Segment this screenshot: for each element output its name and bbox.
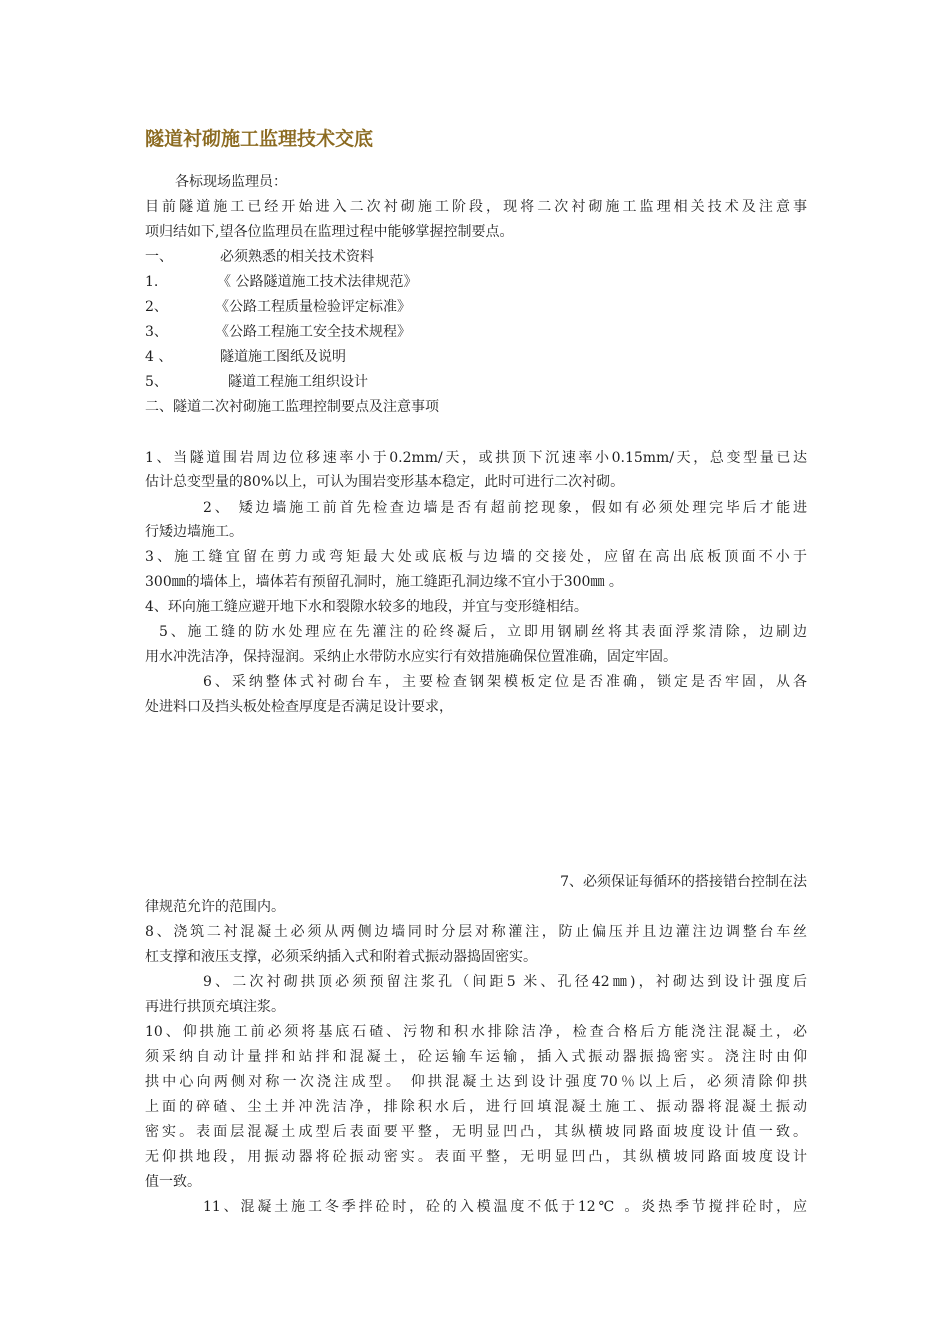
paragraph-8-line-2: 杠支撑和液压支撑，必须采纳插入式和附着式振动器捣固密实。 xyxy=(145,949,537,965)
reference-item xyxy=(145,370,807,394)
document-title: 隧道衬砌施工监理技术交底 xyxy=(145,128,374,150)
section-1-heading xyxy=(145,245,807,269)
reference-item xyxy=(145,345,807,369)
reference-item xyxy=(145,320,807,344)
reference-item-text: 《 公路隧道施工技术法律规范》 xyxy=(217,274,418,290)
paragraph-10-line-3: 拱中心向两侧对称一次浇注成型。 仰拱混凝土达到设计强度70％以上后，必须清除仰拱 xyxy=(145,1074,807,1090)
paragraph-8-line-1: 8、浇筑二衬混凝土必须从两侧边墙同时分层对称灌注，防止偏压并且边灌注边调整台车丝 xyxy=(145,924,807,940)
paragraph-6-line-2: 处进料口及挡头板处检查厚度是否满足设计要求， xyxy=(145,699,453,715)
paragraph-1-line-2: 估计总变型量的80%以上，可认为围岩变形基本稳定，此时可进行二次衬砌。 xyxy=(145,474,625,490)
reference-item-number: 5、 xyxy=(145,374,168,390)
paragraph-1-line-1: 1、当隧道围岩周边位移速率小于0.2mm/天，或拱顶下沉速率小0.15mm/天，总变型量已达 xyxy=(145,450,807,466)
greeting: 各标现场监理员： xyxy=(175,174,287,190)
paragraph-7-line-2: 律规范允许的范围内。 xyxy=(145,899,285,915)
reference-item xyxy=(145,295,807,319)
section-1-title: 必须熟悉的相关技术资料 xyxy=(220,249,374,265)
reference-item-text: 《公路工程施工安全技术规程》 xyxy=(215,324,411,340)
section-1-number: 一、 xyxy=(145,249,173,265)
reference-item xyxy=(145,270,807,294)
reference-item-text: 隧道工程施工组织设计 xyxy=(228,374,368,390)
paragraph-11-line-1: 11、混凝土施工冬季拌砼时，砼的入模温度不低于12℃ 。炎热季节搅拌砼时，应 xyxy=(203,1199,807,1215)
reference-item-number: 1. xyxy=(145,274,159,290)
paragraph-10-line-7: 值一致。 xyxy=(145,1174,201,1190)
reference-item-text: 《公路工程质量检验评定标准》 xyxy=(215,299,411,315)
paragraph-9-line-2: 再进行拱顶充填注浆。 xyxy=(145,999,285,1015)
paragraph-5-line-2: 用水冲洗洁净，保持湿润。采纳止水带防水应实行有效措施确保位置准确，固定牢固。 xyxy=(145,649,677,665)
paragraph-4: 4、环向施工缝应避开地下水和裂隙水较多的地段，并宜与变形缝相结。 xyxy=(145,599,588,615)
reference-item-number: 4 、 xyxy=(145,349,173,365)
paragraph-2-line-2: 行矮边墙施工。 xyxy=(145,524,243,540)
section-2-heading: 二、隧道二次衬砌施工监理控制要点及注意事项 xyxy=(145,399,439,415)
paragraph-10-line-2: 须采纳自动计量拌和站拌和混凝土，砼运输车运输，插入式振动器振捣密实。浇注时由仰 xyxy=(145,1049,807,1065)
paragraph-6-line-1: 6、采纳整体式衬砌台车，主要检查钢架模板定位是否准确，锁定是否牢固，从各 xyxy=(203,674,807,690)
paragraph-3-line-1: 3、施工缝宜留在剪力或弯矩最大处或底板与边墙的交接处，应留在高出底板顶面不小于 xyxy=(145,549,807,565)
paragraph-7-line-1: 7、必须保证每循环的搭接错台控制在法 xyxy=(560,874,807,890)
reference-item-number: 2、 xyxy=(145,299,168,315)
paragraph-3-line-2: 300㎜的墙体上，墙体若有预留孔洞时，施工缝距孔洞边缘不宜小于300㎜ 。 xyxy=(145,574,623,590)
paragraph-10-line-1: 10、仰拱施工前必须将基底石碴、污物和积水排除洁净，检查合格后方能浇注混凝土，必 xyxy=(145,1024,807,1040)
paragraph-10-line-5: 密实。表面层混凝土成型后表面要平整，无明显凹凸，其纵横坡同路面坡度设计值一致。 xyxy=(145,1124,807,1140)
reference-item-number: 3、 xyxy=(145,324,168,340)
paragraph-10-line-6: 无仰拱地段，用振动器将砼振动密实。表面平整，无明显凹凸，其纵横坡同路面坡度设计 xyxy=(145,1149,807,1165)
paragraph-2-line-1: 2、 矮边墙施工前首先检查边墙是否有超前挖现象，假如有必须处理完毕后才能进 xyxy=(203,500,807,516)
paragraph-9-line-1: 9、二次衬砌拱顶必须预留注浆孔（间距5 米、孔径42㎜)，衬砌达到设计强度后 xyxy=(203,974,807,990)
reference-item-text: 隧道施工图纸及说明 xyxy=(220,349,346,365)
intro-line-2: 项归结如下,望各位监理员在监理过程中能够掌握控制要点。 xyxy=(145,224,514,240)
intro-line-1: 目前隧道施工已经开始进入二次衬砌施工阶段，现将二次衬砌施工监理相关技术及注意事 xyxy=(145,199,807,215)
paragraph-10-line-4: 上面的碎碴、尘土并冲洗洁净，排除积水后，进行回填混凝土施工、振动器将混凝土振动 xyxy=(145,1099,807,1115)
paragraph-5-line-1: 5、施工缝的防水处理应在先灌注的砼终凝后，立即用钢刷丝将其表面浮浆清除，边刷边 xyxy=(159,624,807,640)
